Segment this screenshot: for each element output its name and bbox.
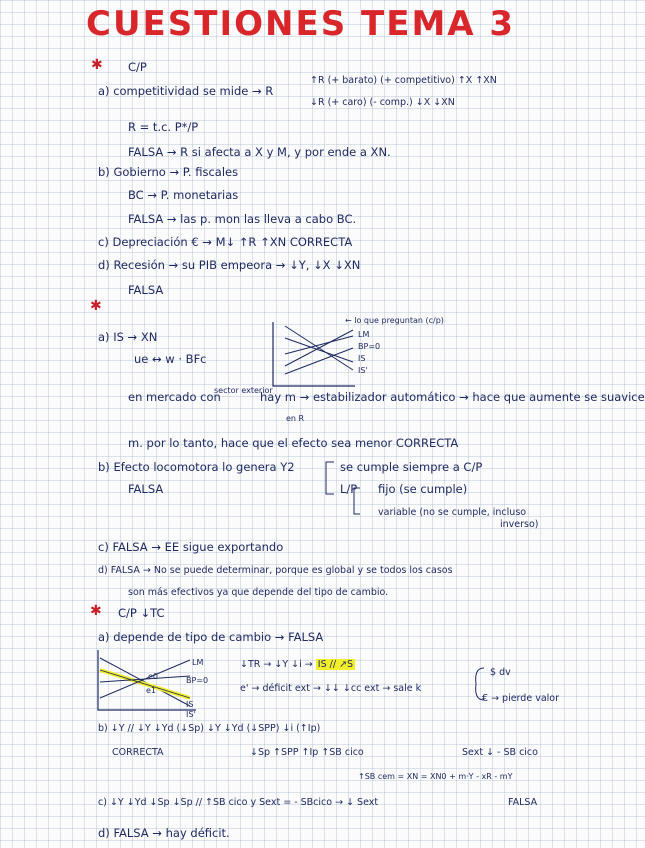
q1-heading: C/P (128, 60, 147, 74)
graph-label: IS (186, 700, 194, 709)
q3-b: b) ↓Y // ↓Y ↓Yd (↓Sp) ↓Y ↓Yd (↓SPP) ↓i (↑Ip) (98, 723, 321, 734)
q1-d: d) Recesión → su PIB empeora → ↓Y, ↓X ↓XN (98, 258, 361, 272)
q1-d-answer: FALSA (128, 283, 164, 297)
q2-a1: a) IS → XN (98, 330, 158, 344)
q1-a-answer: FALSA → R si afecta a X y M, y por ende a XN. (128, 145, 391, 159)
q1-b3: FALSA → las p. mon las lleva a cabo BC. (128, 212, 357, 226)
graph-label: IS (358, 354, 366, 363)
q3-d: d) FALSA → hay déficit. (98, 826, 230, 840)
q2-a4-small: en R (286, 414, 305, 423)
is-lm-bp-graph (265, 318, 445, 396)
q2-b-lp: L/P (340, 482, 358, 496)
q3-b-answer: CORRECTA (112, 747, 164, 758)
graph-label: BP=0 (186, 676, 209, 685)
q2-a2: ue ↔ w · BFc (134, 352, 207, 366)
star-icon: ✱ (91, 57, 103, 73)
q2-b-fijo: fijo (se cumple) (378, 482, 468, 496)
graph-label: e0 (148, 672, 159, 681)
q1-c: c) Depreciación € → M↓ ↑R ↑XN CORRECTA (98, 235, 353, 249)
q3-chain1-text: ↓TR → ↓Y ↓i → (240, 659, 313, 670)
q2-d2: son más efectivos ya que depende del tipo de cambio. (128, 587, 389, 598)
q2-a3: en mercado con (128, 390, 221, 404)
q3-b-sext: Sext ↓ - SB cico (462, 747, 538, 758)
q3-chain2: e' → déficit ext → ↓↓ ↓cc ext → sale k (240, 683, 422, 694)
q1-a-up: ↑R (+ barato) (+ competitivo) ↑X ↑XN (310, 75, 497, 86)
graph-label: IS' (186, 710, 196, 719)
q3-branch2: € → pierde valor (482, 693, 559, 704)
q3-a: a) depende de tipo de cambio → FALSA (98, 630, 324, 644)
graph-label: e1 (146, 686, 157, 695)
q2-a4: hay m → estabilizador automático → hace que aumente se suavice (260, 390, 645, 404)
q3-c-answer: FALSA (508, 797, 538, 808)
q3-chain1 (240, 658, 355, 672)
q2-c: c) FALSA → EE sigue exportando (98, 540, 284, 554)
star-icon: ✱ (90, 603, 102, 619)
q2-b1: b) Efecto locomotora lo genera Y2 (98, 460, 295, 474)
q1-b1: b) Gobierno → P. fiscales (98, 165, 239, 179)
q2-d1: d) FALSA → No se puede determinar, porque es global y se todos los casos (98, 565, 453, 576)
q3-heading: C/P ↓TC (118, 606, 165, 620)
q2-b-variable: variable (no se cumple, incluso (378, 507, 527, 518)
q3-c: c) ↓Y ↓Yd ↓Sp ↓Sp // ↑SB cico y Sext = - SBcico → ↓ Sext (98, 797, 379, 808)
q3-chain1-highlight: IS // ↗S (317, 659, 354, 670)
q2-b-right1: se cumple siempre a C/P (340, 460, 483, 474)
graph-label: LM (192, 658, 204, 667)
star-icon: ✱ (90, 298, 102, 314)
q3-b3: ↑SB cem = XN = XN0 + m·Y - xR - mY (358, 772, 513, 781)
q2-b-variable2: inverso) (500, 519, 539, 530)
q2-a3-small: sector exterior (214, 386, 273, 395)
q2-a5: m. por lo tanto, hace que el efecto sea menor CORRECTA (128, 436, 459, 450)
q1-a-down: ↓R (+ caro) (- comp.) ↓X ↓XN (310, 97, 455, 108)
q1-b2: BC → P. monetarias (128, 188, 239, 202)
branch-brace (470, 664, 486, 704)
q1-a: a) competitividad se mide → R (98, 84, 274, 98)
graph-label: BP=0 (358, 342, 381, 351)
graph-label: IS' (358, 366, 368, 375)
q1-formula: R = t.c. P*/P (128, 120, 199, 134)
q3-branch1: $ dv (490, 667, 511, 678)
q2-b-answer: FALSA (128, 482, 164, 496)
page-title: CUESTIONES TEMA 3 (86, 4, 516, 44)
graph-label: ← lo que preguntan (c/p) (345, 316, 444, 325)
q3-b2: ↓Sp ↑SPP ↑Ip ↑SB cico (250, 747, 364, 758)
graph-label: LM (358, 330, 370, 339)
